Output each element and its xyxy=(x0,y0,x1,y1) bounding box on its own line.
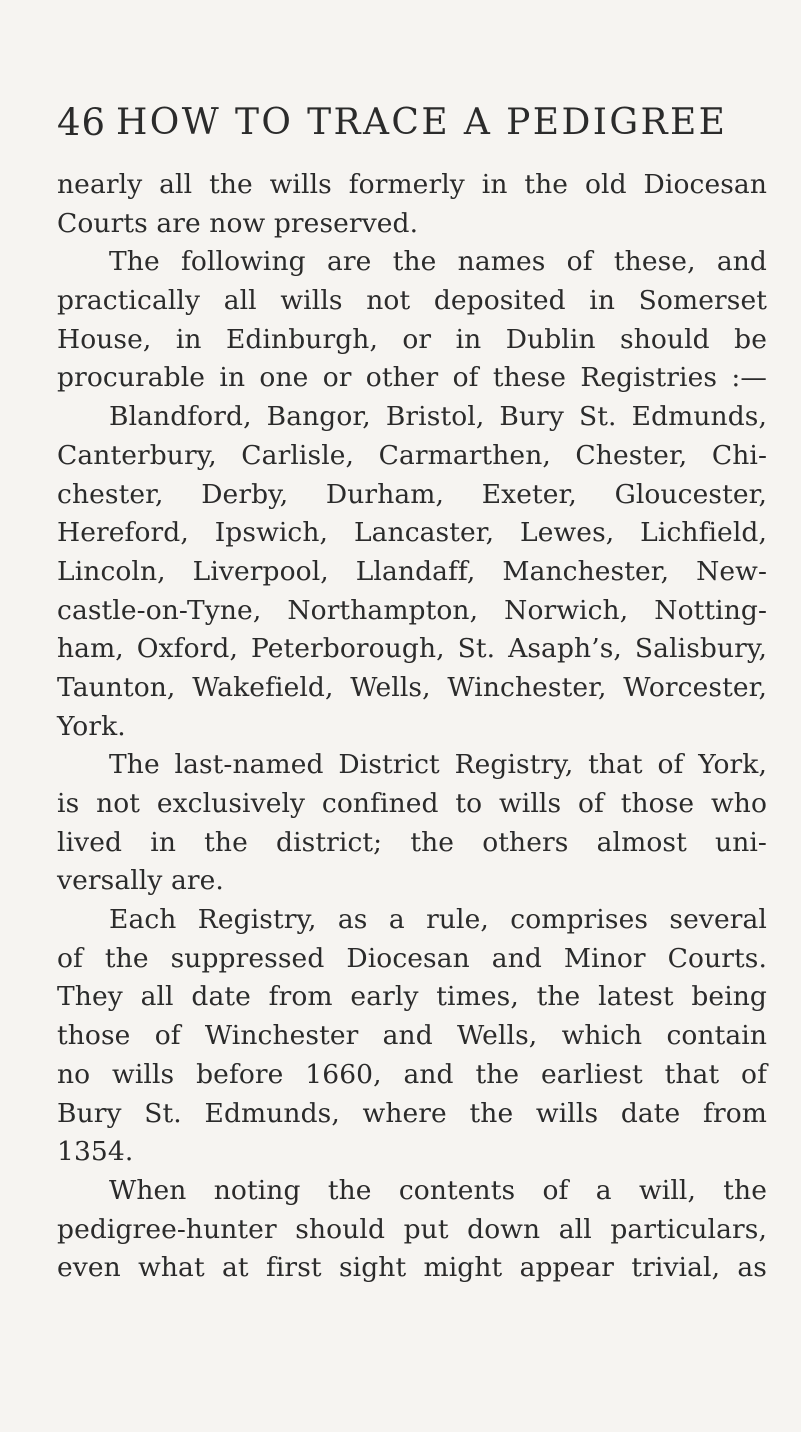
text-line: nearly all the wills formerly in the old Diocesan xyxy=(57,169,767,200)
page-number: 46 xyxy=(57,101,107,144)
text-line: They all date from early times, the latest being xyxy=(57,981,767,1013)
text-line: Bury St. Edmunds, where the wills date from xyxy=(57,1097,767,1129)
body-text xyxy=(57,166,767,1288)
text-line: Canterbury, Carlisle, Carmarthen, Chester, Chi- xyxy=(57,439,767,471)
text-line: chester, Derby, Durham, Exeter, Gloucester, xyxy=(57,478,767,510)
text-line: even what at first sight might appear trivial, as xyxy=(57,1252,767,1284)
text-line: castle-on-Tyne, Northampton, Norwich, Notting- xyxy=(57,594,767,626)
text-line: The following are the names of these, and xyxy=(109,246,767,278)
text-line: pedigree-hunter should put down all particulars, xyxy=(57,1213,767,1245)
text-line: Each Registry, as a rule, comprises several xyxy=(109,904,767,936)
text-line: Taunton, Wakefield, Wells, Winchester, Worcester, xyxy=(57,671,767,703)
text-line: York. xyxy=(57,710,126,742)
text-line: no wills before 1660, and the earliest that of xyxy=(57,1058,767,1090)
text-line: procurable in one or other of these Registries :— xyxy=(57,362,767,394)
text-line: Lincoln, Liverpool, Llandaff, Manchester, New- xyxy=(57,555,767,587)
running-title: HOW TO TRACE A PEDIGREE xyxy=(116,102,728,143)
text-line: House, in Edinburgh, or in Dublin should be xyxy=(57,323,767,355)
text-line: versally are. xyxy=(57,865,224,897)
text-line: Courts are now preserved. xyxy=(57,207,419,239)
text-line: of the suppressed Diocesan and Minor Courts. xyxy=(57,942,767,974)
text-line: The last-named District Registry, that of York, xyxy=(109,749,767,781)
running-head xyxy=(0,98,801,148)
text-line: lived in the district; the others almost uni- xyxy=(57,826,767,858)
text-line: ham, Oxford, Peterborough, St. Asaph’s, Salisbury, xyxy=(57,633,767,665)
text-line: When noting the contents of a will, the xyxy=(109,1174,767,1206)
text-line: those of Winchester and Wells, which contain xyxy=(57,1020,767,1052)
text-line: is not exclusively confined to wills of those who xyxy=(57,788,767,819)
text-line: 1354. xyxy=(57,1136,134,1168)
text-line: Hereford, Ipswich, Lancaster, Lewes, Lichfield, xyxy=(57,517,767,549)
text-line: Blandford, Bangor, Bristol, Bury St. Edmunds, xyxy=(109,401,767,433)
text-line: practically all wills not deposited in Somerset xyxy=(57,285,767,317)
